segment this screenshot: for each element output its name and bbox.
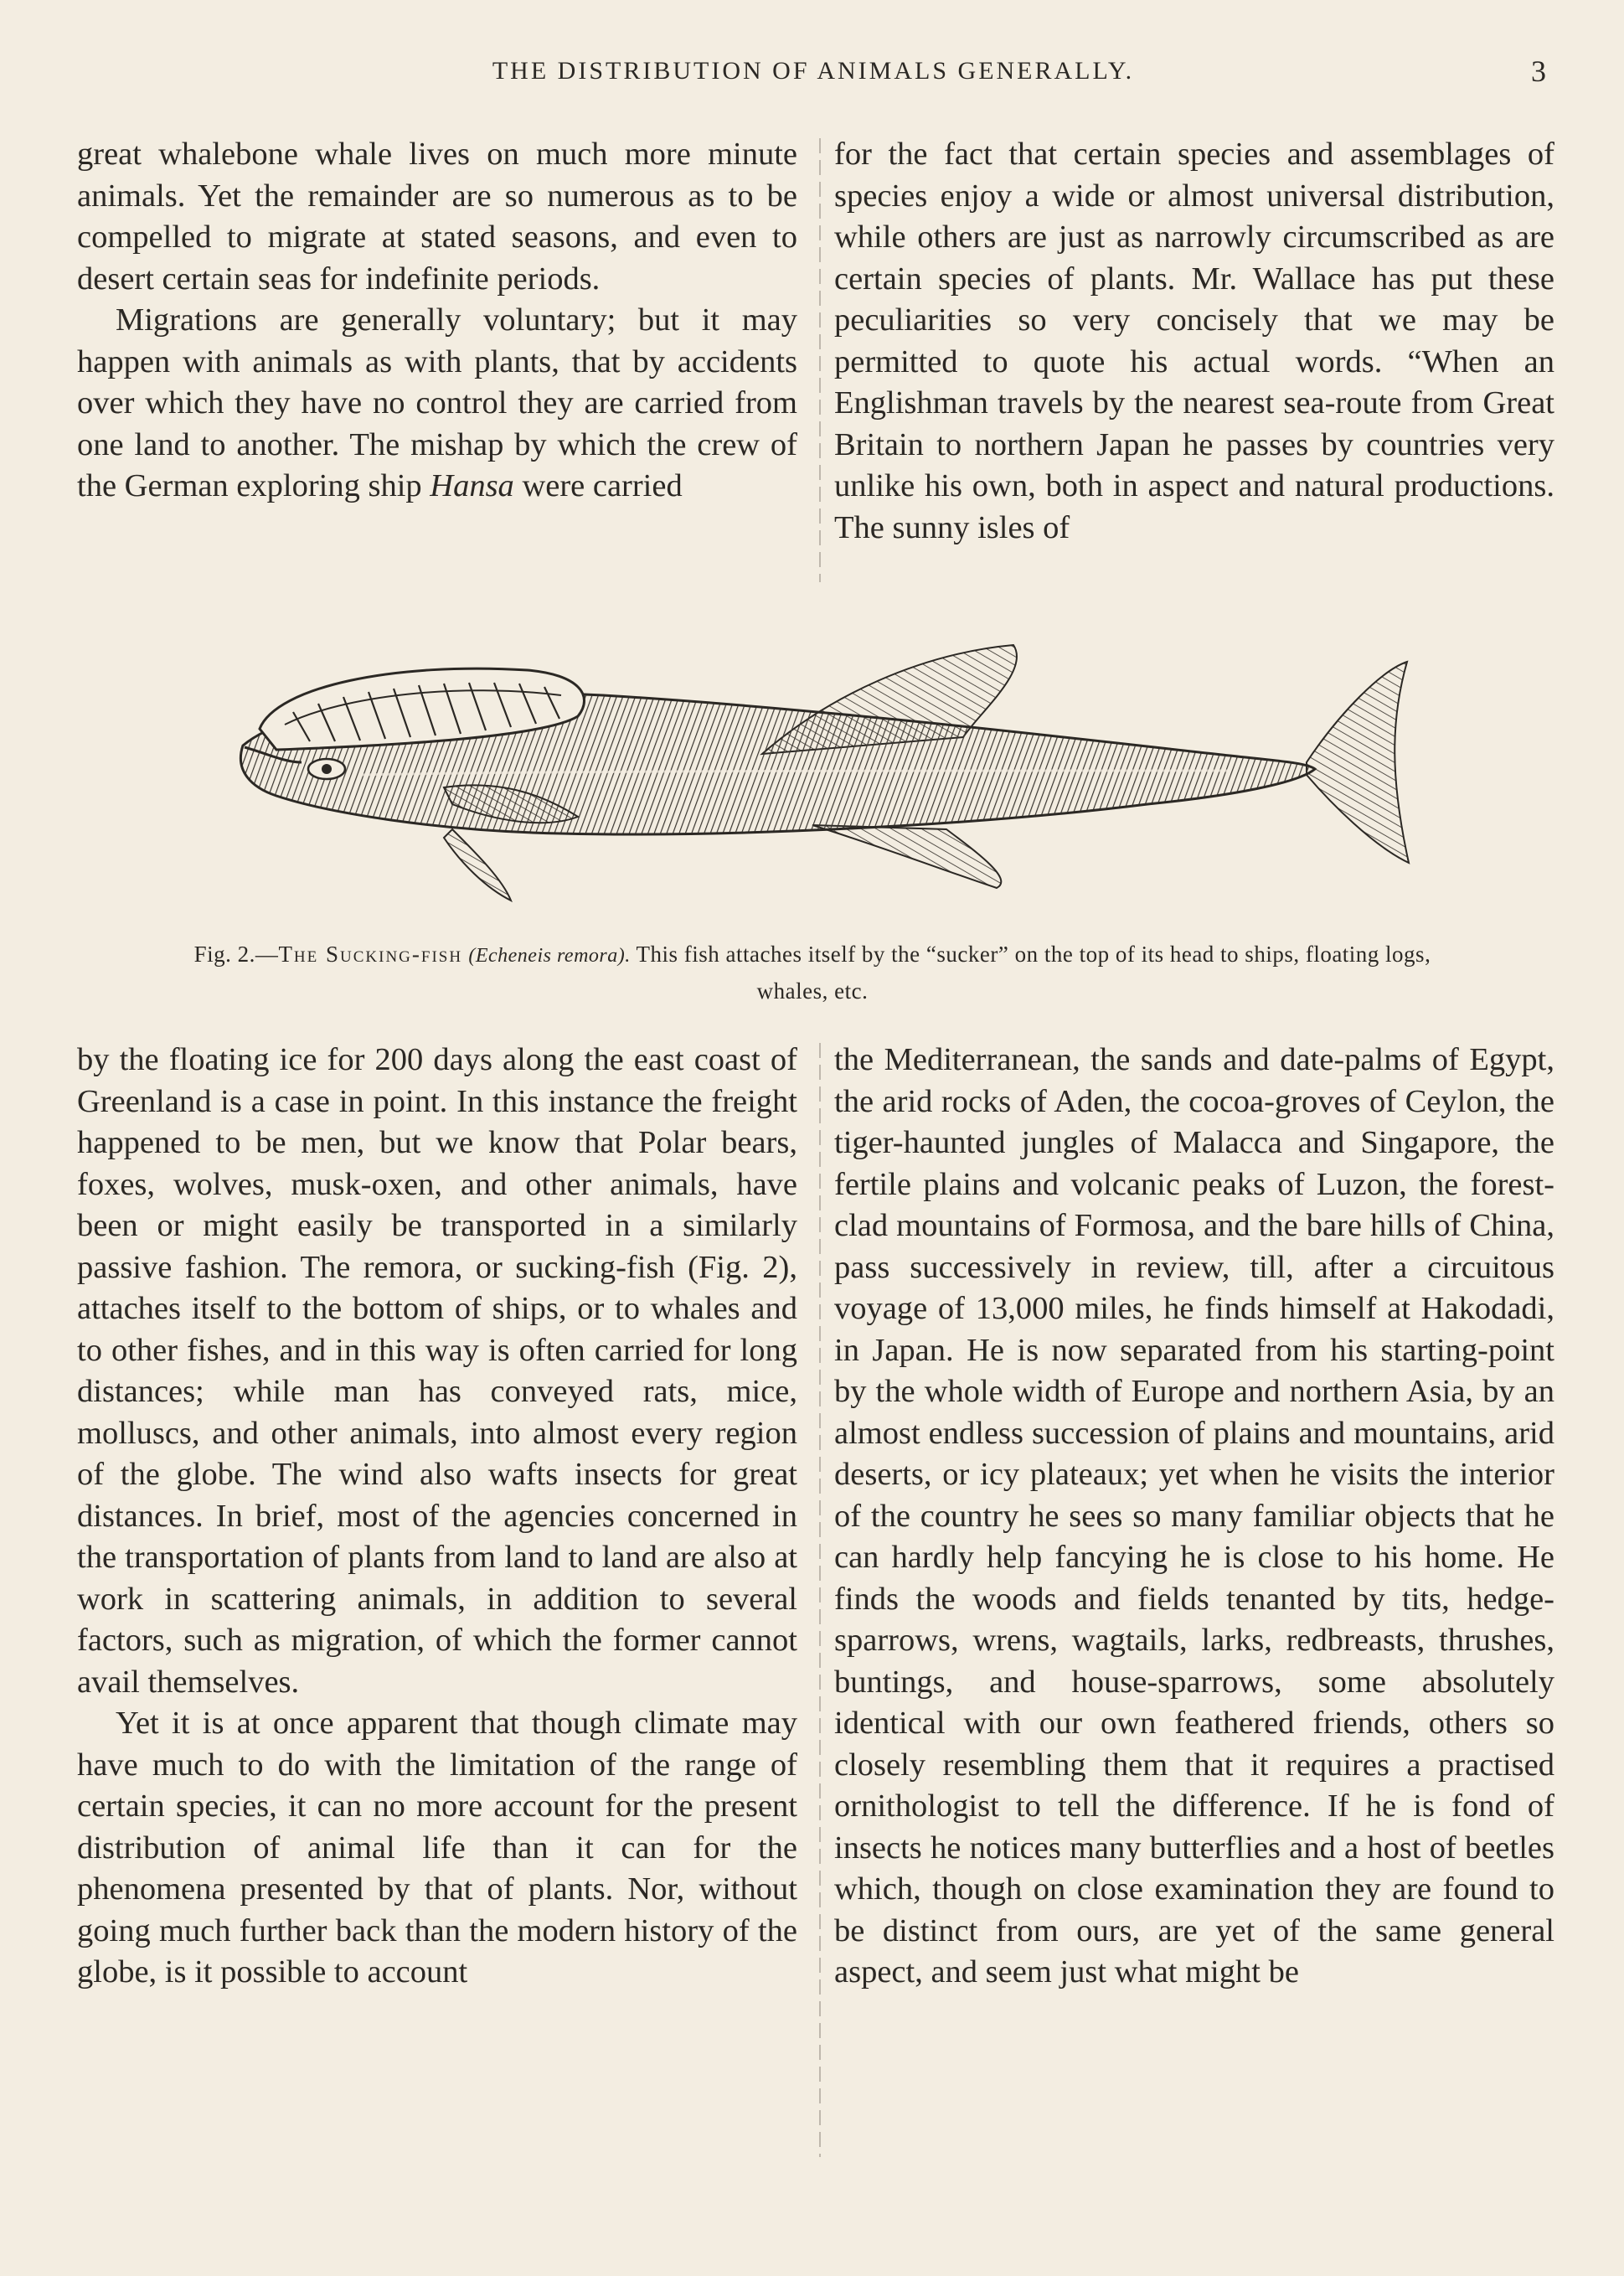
paragraph: by the floating ice for 200 days along the east coast of Greenland is a case in point. In this instance the freight happened to be men, but we know that Polar bears, foxes, wolves, musk-oxen, and other animals, have been or might easily be transported in a similarly passive fashion. The remora, or sucking-fish (Fig. 2), attaches itself to the bottom of ships, or to whales and to other fishes, and in this way is often carried for long distances; while man has conveyed rats, mice, molluscs, and other animals, into almost every region of the globe. The wind also wafts insects for great distances. In brief, most of the agencies concerned in the transportation of plants from land to land are also at work in scattering animals, in addition to several factors, such as migration, of which the former cannot avail themselves. [77, 1042, 797, 1700]
running-title: THE DISTRIBUTION OF ANIMALS GENERALLY. [492, 57, 1135, 85]
right-column-top [834, 134, 1554, 549]
running-head [80, 54, 1546, 99]
figure-name: The Sucking-fish [278, 942, 463, 967]
paragraph: the Mediterranean, the sands and date-palms of Egypt, the arid rocks of Aden, the cocoa-groves of Ceylon, the tiger-haunted jungles of Malacca and Singapore, the fertile plains and volcanic peaks of Luzon, the forest-clad mountains of Formosa, and the bare hills of China, pass successively in review, till, after a circuitous voyage of 13,000 miles, he finds himself at Hakodadi, in Japan. He is now separated from his starting-point by the whole width of Europe and northern Asia, by an almost endless succession of plains and mountains, arid deserts, or icy plateaux; yet when he visits the interior of the country he sees so many familiar objects that he can hardly help fancying he is close to his home. He finds the woods and fields tenanted by tits, hedge-sparrows, wrens, wagtails, larks, redbreasts, thrushes, buntings, and house-sparrows, some absolutely identical with our own feathered friends, others so closely resembling them that it requires a practised ornithologist to tell the difference. If he is fond of insects he notices many butterflies and a host of beetles which, though on close examination they are found to be distinct from ours, are yet of the same general aspect, and seem just what might be [834, 1042, 1554, 1990]
paragraph: great whalebone whale lives on much more minute animals. Yet the remainder are so numerous as to be compelled to migrate at stated seasons, and even to desert certain seas for indefinite periods. [77, 137, 797, 297]
figure-sucking-fish [226, 637, 1415, 917]
page-number: 3 [1531, 54, 1546, 88]
column-divider [819, 1043, 821, 2157]
paragraph: for the fact that certain species and assemblages of species enjoy a wide or almost universal distribution, while others are just as narrowly circumscribed as are certain species of plants. Mr. Wallace has put these peculiarities so very concisely that we may be permitted to quote his actual words. “When an Englishman travels by the nearest sea-route from Great Britain to northern Japan he passes by countries very unlike his own, both in aspect and natural productions. The sunny isles of [834, 137, 1554, 545]
right-column-bottom [834, 1040, 1554, 1994]
column-divider [819, 138, 821, 582]
paragraph [77, 300, 797, 508]
left-column-top [77, 134, 797, 508]
figure-latin-name: (Echeneis remora). [468, 945, 631, 967]
figure-caption [168, 937, 1457, 1009]
figure-description: This fish attaches itself by the “sucker” on the top of its head to ships, floating logs, whales, etc. [636, 942, 1431, 1004]
paragraph-text: Migrations are generally voluntary; but it may happen with animals as with plants, that by accidents over which they have no control they are carried from one land to another. The mishap by which the crew of the German exploring ship [77, 302, 797, 503]
ship-name: Hansa [430, 468, 514, 503]
left-column-bottom [77, 1040, 797, 1994]
sucking-fish-illustration [226, 637, 1415, 917]
paragraph-text: were carried [513, 468, 683, 503]
figure-label: Fig. 2.— [193, 942, 279, 967]
paragraph: Yet it is at once apparent that though climate may have much to do with the limitation of the range of certain species, it can no more account for the present distribution of animal life than it can for the phenomena presented by that of plants. Nor, without going much further back than the modern history of the globe, is it possible to account [77, 1706, 797, 1990]
